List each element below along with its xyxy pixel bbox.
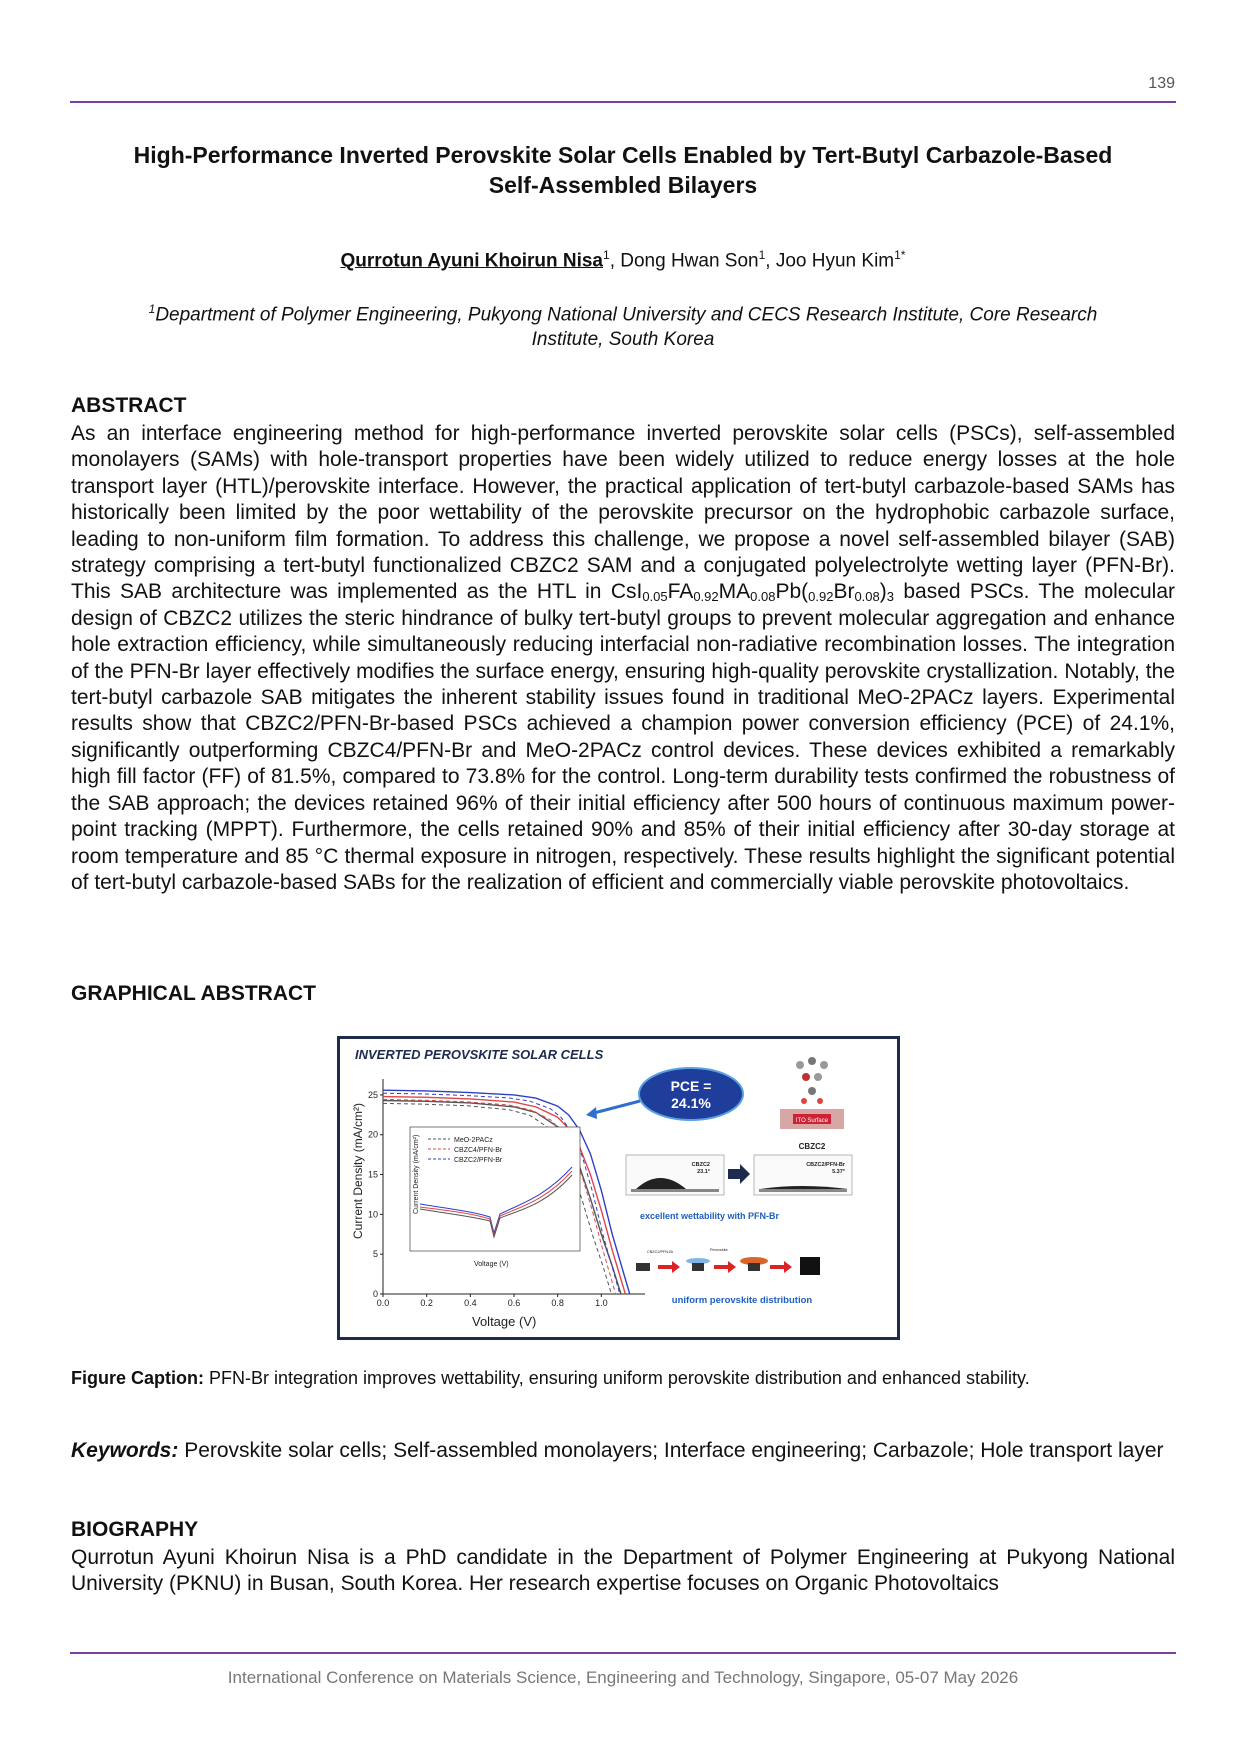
layer-label-2: Perovskite <box>710 1248 728 1252</box>
substrate-1 <box>631 1189 719 1192</box>
presenting-author: Qurrotun Ayuni Khoirun Nisa <box>340 250 603 272</box>
abstract-body <box>71 421 1175 896</box>
paper-title <box>70 140 1176 200</box>
keywords-label: Keywords: <box>71 1439 179 1462</box>
abstract-text-1: As an interface engineering method for high-performance inverted perovskite solar cells (PSCs), self-assembled monolayers (SAMs) with hole-transport properties have been widely utilized to reduce energy losses at the hole transport layer (HTL)/perovskite interface. However, the practical application of tert-butyl carbazole-based SAMs has historically been limited by the poor wettability of the perovskite precursor on the hydrophobic carbazole surface, leading to non-uniform film formation. To address this challenge, we propose a novel self-assembled bilayer (SAB) strategy comprising a tert-butyl functionalized CBZC2 SAM and a conjugated polyelectrolyte wetting layer (PFN-Br). This SAB architecture was implemented as the HTL in <box>71 422 1175 604</box>
x-tick-label: 0.2 <box>420 1298 433 1308</box>
y-tick-label: 10 <box>367 1209 378 1220</box>
keywords-text: Perovskite solar cells; Self-assembled monolayers; Interface engineering; Carbazole; Hole transport layer <box>178 1439 1164 1462</box>
legend-label: CBZC4/PFN-Br <box>454 1147 503 1154</box>
formula <box>611 580 894 603</box>
x-tick-label: 1.0 <box>595 1298 608 1308</box>
abstract-heading: ABSTRACT <box>71 394 187 417</box>
inset-x-label: Voltage (V) <box>474 1261 509 1268</box>
affiliation <box>70 297 1176 352</box>
y-tick-label: 25 <box>367 1089 378 1100</box>
drop1-label: CBZC2 <box>691 1162 710 1168</box>
graphical-abstract-figure <box>337 1036 900 1340</box>
formula-sub: 0.92 <box>693 589 719 605</box>
formula-part: MA <box>718 580 751 604</box>
header-rule <box>70 101 1176 103</box>
author-name: , Dong Hwan Son <box>609 250 759 272</box>
biography-body: Qurrotun Ayuni Khoirun Nisa is a PhD candidate in the Department of Polymer Engineering at Pukyong National University (PKNU) in Busan, South Korea. Her research expertise focuses on Organic Photovoltaics <box>71 1546 1175 1596</box>
title-line-1: High-Performance Inverted Perovskite Solar Cells Enabled by Tert-Butyl Carbazole-Based <box>133 142 1113 168</box>
author-list <box>70 248 1176 272</box>
y-tick-label: 20 <box>367 1129 378 1140</box>
drop1-angle: 23.1° <box>697 1169 710 1175</box>
keywords <box>71 1438 1175 1464</box>
caption-text: PFN-Br integration improves wettability, ensuring uniform perovskite distribution and enhanced stability. <box>204 1368 1030 1388</box>
formula-sub: 0.08 <box>854 589 880 605</box>
footer-rule <box>70 1652 1176 1654</box>
formula-part: Pb( <box>775 580 809 604</box>
affiliation-sup: 1 <box>148 302 156 316</box>
legend-label: MeO-2PACz <box>454 1137 493 1144</box>
ito-label: ITO Surface <box>795 1118 829 1124</box>
drop2-angle: 5.37° <box>832 1169 845 1175</box>
author-sup: 1 <box>603 248 610 262</box>
formula-sub: 0.08 <box>750 589 776 605</box>
x-tick-label: 0.8 <box>551 1298 564 1308</box>
y-axis-label: Current Density (mA/cm²) <box>351 1102 365 1239</box>
distribution-text: uniform perovskite distribution <box>671 1295 813 1306</box>
x-tick-label: 0.6 <box>507 1298 521 1308</box>
drop2-label: CBZC2/PFN-Br <box>806 1162 845 1168</box>
y-tick-label: 0 <box>372 1289 378 1299</box>
formula-part: Br <box>833 580 855 604</box>
formula-part: FA <box>667 580 694 604</box>
biography-heading: BIOGRAPHY <box>71 1518 199 1541</box>
wettability-text: excellent wettability with PFN-Br <box>640 1211 780 1221</box>
y-tick-label: 5 <box>372 1249 378 1260</box>
author-sup: 1* <box>894 248 906 262</box>
cbzc2-molecule-label: CBZC2 <box>798 1142 826 1151</box>
figure-caption <box>71 1366 1175 1390</box>
legend-label: CBZC2/PFN-Br <box>454 1157 503 1164</box>
x-tick-label: 0.0 <box>376 1298 390 1308</box>
substrate-2 <box>759 1189 847 1192</box>
formula-sub: 0.92 <box>808 589 834 605</box>
affiliation-line-2: Institute, South Korea <box>531 329 715 351</box>
inset-y-label: Current Density (mA/cm²) <box>413 1134 420 1214</box>
pce-callout <box>639 1068 743 1120</box>
abstract-text-2: based PSCs. The molecular design of CBZC2 utilizes the steric hindrance of bulky tert-butyl groups to prevent molecular aggregation and enhance hole extraction efficiency, while simultaneously reducing interfacial non-radiative recombination losses. The integration of the PFN-Br layer effectively modifies the surface energy, ensuring high-quality perovskite crystallization. Notably, the tert-butyl carbazole SAB mitigates the inherent stability issues found in traditional MeO-2PACz layers. Experimental results show that CBZC2/PFN-Br-based PSCs achieved a champion power conversion efficiency (PCE) of 24.1%, significantly outperforming CBZC4/PFN-Br and MeO-2PACz control devices. These devices exhibited a remarkably high fill factor (FF) of 81.5%, compared to 73.8% for the control. Long-term durability tests confirmed the robustness of the SAB approach; the devices retained 96% of their initial efficiency after 500 hours of continuous maximum power-point tracking (MPPT). Furthermore, the cells retained 90% and 85% of their initial efficiency after 30-day storage at room temperature and 85 °C thermal exposure in nitrogen, respectively. These results highlight the significant potential of tert-butyl carbazole-based SABs for the realization of efficient and commercially viable perovskite photovoltaics. <box>71 580 1175 894</box>
layer-label-1: CBZC2/PFN-Br <box>647 1250 674 1254</box>
author-name: , Joo Hyun Kim <box>765 250 895 272</box>
figure-banner: INVERTED PEROVSKITE SOLAR CELLS <box>355 1047 604 1062</box>
x-tick-label: 0.4 <box>464 1298 477 1308</box>
footer: International Conference on Materials Science, Engineering and Technology, Singapore, 05-07 May 2026 <box>227 1668 1019 1687</box>
affiliation-line-1: Department of Polymer Engineering, Pukyong National University and CECS Research Institute, Core Research <box>155 304 1098 326</box>
graphical-abstract-svg <box>340 1039 897 1337</box>
pce-value: 24.1% <box>671 1095 711 1111</box>
formula-sub: 3 <box>886 589 894 605</box>
author-sup: 1 <box>758 248 766 262</box>
formula-part: ) <box>879 580 887 604</box>
formula-sub: 0.05 <box>642 589 668 605</box>
caption-label: Figure Caption: <box>71 1368 204 1388</box>
y-tick-label: 15 <box>367 1169 378 1180</box>
page-number: 139 <box>1148 75 1175 92</box>
formula-part: CsI <box>610 580 643 604</box>
x-axis-label: Voltage (V) <box>472 1314 537 1329</box>
pce-label: PCE = <box>670 1078 712 1094</box>
title-line-2: Self-Assembled Bilayers <box>488 172 758 198</box>
graphical-abstract-heading: GRAPHICAL ABSTRACT <box>71 982 316 1005</box>
